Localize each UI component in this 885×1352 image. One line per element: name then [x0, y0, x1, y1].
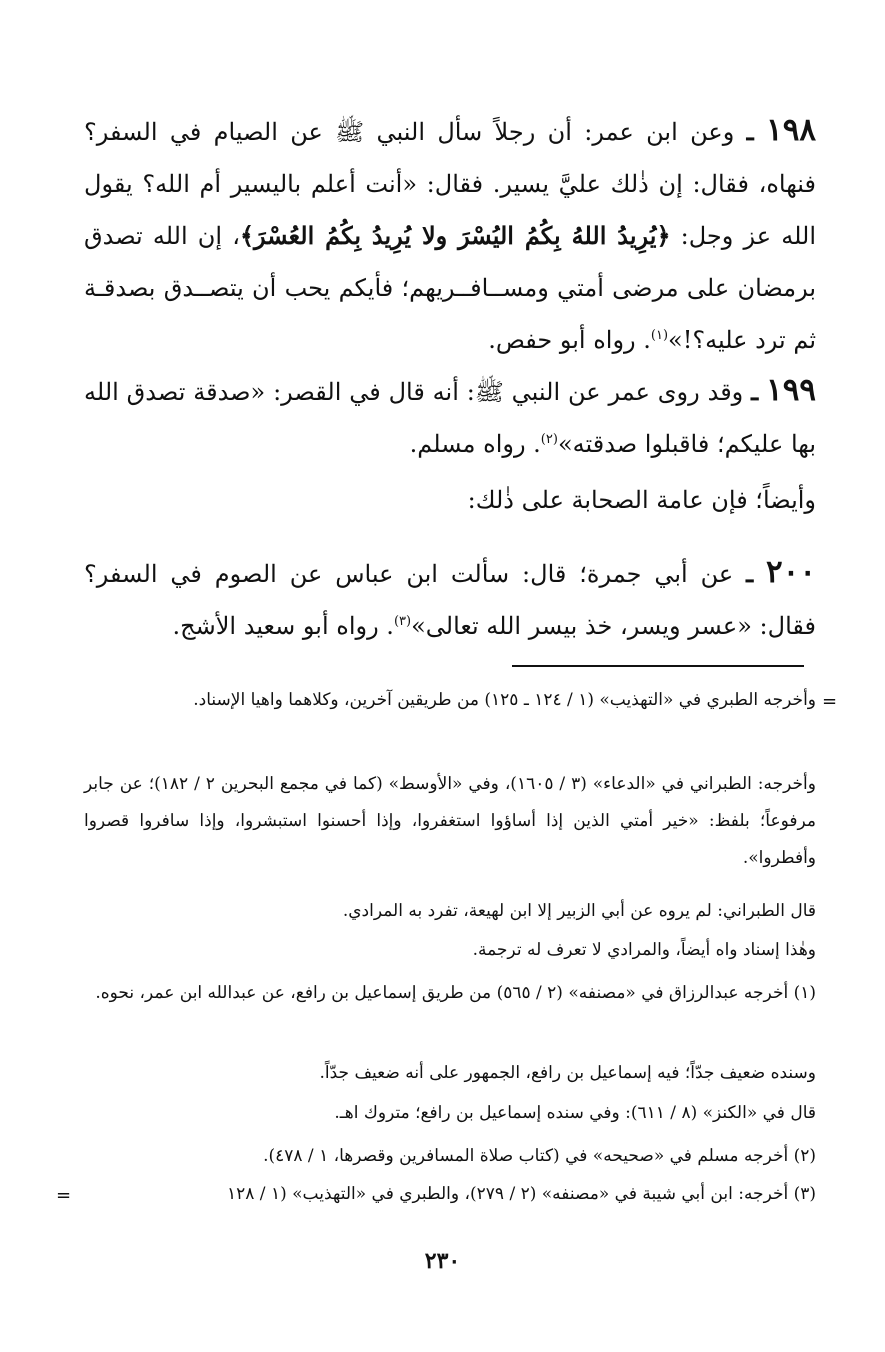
transition-sentence: وأيضاً؛ فإن عامة الصحابة على ذٰلك:: [467, 486, 816, 514]
footnote-paragraph: وأخرجه: الطبراني في «الدعاء» (٣ / ١٦٠٥)، وفي «الأوسط» (كما في مجمع البحرين ٢ / ١٨٢)؛ عن جابر مرفوعاً؛ بلفظ: «خير أمتي الذين إذا أساؤوا استغفروا، وإذا أحسنوا استبشروا، وإذا سافروا قصروا وأفطروا».: [84, 774, 816, 868]
narrator-note: . رواه أبو حفص.: [488, 326, 651, 354]
hadith-199: [84, 364, 816, 470]
footnote-ref: (١): [650, 328, 669, 343]
footnote-2: (٢) أخرجه مسلم في «صحيحه» في (كتاب صلاة المسافرين وقصرها، ١ / ٤٧٨).: [263, 1146, 816, 1166]
hadith-text: عن أبي جمرة؛ قال: سألت ابن عباس عن الصوم في السفر؟ فقال: «عسر ويسر، خذ بيسر الله تعالى»: [84, 560, 816, 640]
hadith-text: وعن ابن عمر: أن رجلاً سأل النبي ﷺ عن الصيام في السفر؟ فنهاه، فقال: إن ذٰلك عليَّ يسير. فقال: «أنت أعلم باليسير أم الله؟ يقول الله عز وجل:: [84, 118, 816, 250]
hadith-number: ١٩٨: [766, 112, 816, 148]
footnote-continued: وأخرجه الطبري في «التهذيب» (١ / ١٢٤ ـ ١٢٥) من طريقين آخرين، وكلاهما واهيا الإسناد.: [193, 690, 816, 710]
quran-verse: ﴿يُرِيدُ اللهُ بِكُمُ اليُسْرَ ولا يُرِيدُ بِكُمُ العُسْرَ﴾: [239, 221, 671, 250]
footnote-paragraph: قال في «الكنز» (٨ / ٦١١): وفي سنده إسماعيل بن رافع؛ متروك اهـ.: [334, 1103, 816, 1123]
hadith-text-continued: ، إن الله تصدق برمضان على مرضى أمتي ومســافــريهم؛ فأيكم يحب أن يتصــدق بصدقـة ثم ترد عليه؟!»: [84, 222, 816, 354]
hadith-200: [84, 546, 816, 652]
narrator-note: . رواه أبو سعيد الأشج.: [172, 612, 394, 640]
footnote-paragraph: وسنده ضعيف جدّاً؛ فيه إسماعيل بن رافع، الجمهور على أنه ضعيف جدّاً.: [319, 1063, 816, 1083]
continues-marker: =: [56, 1185, 72, 1206]
dash: ـ: [746, 559, 754, 588]
hadith-number: ٢٠٠: [766, 554, 816, 590]
footnote-paragraph: قال الطبراني: لم يروه عن أبي الزبير إلا ابن لهيعة، تفرد به المرادي.: [342, 901, 816, 921]
footnote-ref: (٢): [540, 432, 558, 447]
hadith-198: [84, 104, 816, 366]
continuation-marker: =: [822, 691, 838, 712]
page-number: ٢٣٠: [424, 1248, 461, 1274]
dash: ـ: [746, 117, 754, 146]
footnote-ref: (٣): [393, 614, 412, 629]
dash: ـ: [751, 377, 759, 406]
footnote-divider: [512, 665, 804, 667]
footnote-paragraph: وهٰذا إسناد واه أيضاً، والمرادي لا تعرف له ترجمة.: [472, 940, 816, 960]
hadith-text: وقد روى عمر عن النبي ﷺ: أنه قال في القصر: «صدقة تصدق الله بها عليكم؛ فاقبلوا صدقته»: [84, 378, 816, 458]
footnote-3: (٣) أخرجه: ابن أبي شيبة في «مصنفه» (٢ / ٢٧٩)، والطبري في «التهذيب» (١ / ١٢٨: [226, 1184, 816, 1204]
footnote-1: (١) أخرجه عبدالرزاق في «مصنفه» (٢ / ٥٦٥) من طريق إسماعيل بن رافع، عن عبدالله ابن عمر، نحوه.: [95, 983, 816, 1003]
narrator-note: . رواه مسلم.: [409, 430, 541, 458]
hadith-number: ١٩٩: [766, 372, 816, 408]
